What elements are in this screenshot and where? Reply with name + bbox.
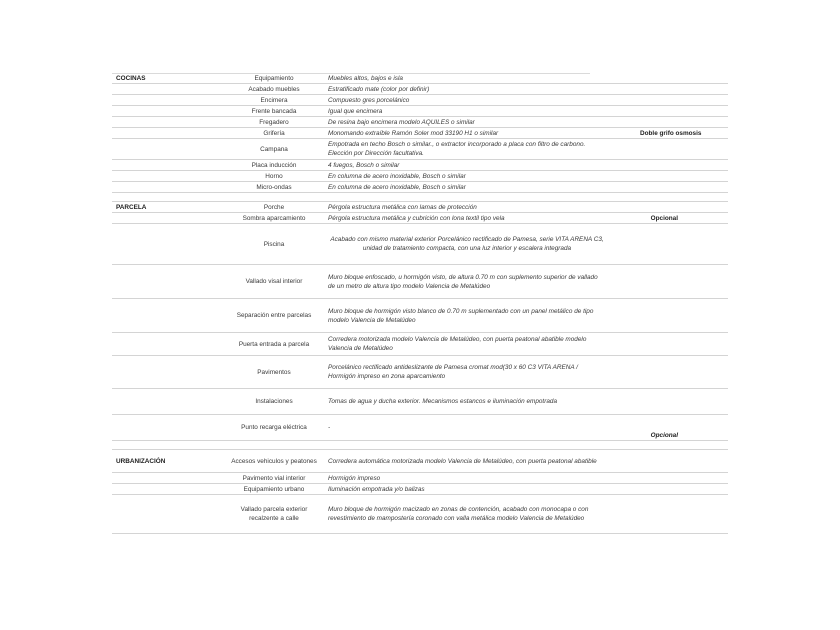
item-description: Empotrada en techo Bosch o similar., o extractor incorporado a placa con filtro de carbono. Elección por Dirección facultativa. bbox=[324, 139, 610, 160]
item-description: Pérgola estructura metálica y cubrición con lona textil tipo vela bbox=[324, 213, 610, 224]
item-label: Separación entre parcelas bbox=[224, 299, 324, 333]
table-row bbox=[112, 333, 728, 356]
item-note bbox=[610, 73, 728, 84]
table-row bbox=[112, 473, 728, 484]
item-description: Iluminación empotrada y/o balizas bbox=[324, 484, 610, 495]
item-description: Pérgola estructura metálica con lamas de protección bbox=[324, 202, 610, 213]
table-row bbox=[112, 450, 728, 473]
item-description: En columna de acero inoxidable, Bosch o similar bbox=[324, 182, 610, 193]
top-divider bbox=[112, 73, 590, 74]
item-note: Doble grifo osmosis bbox=[610, 128, 728, 139]
item-note: Opcional bbox=[610, 415, 728, 441]
table-row bbox=[112, 356, 728, 389]
item-label: Placa inducción bbox=[224, 160, 324, 171]
item-label: Porche bbox=[224, 202, 324, 213]
section-title-cocinas: COCINAS bbox=[112, 73, 224, 84]
item-description: Muro bloque enfoscado, u hormigón visto, de altura 0.70 m con suplemento superior de vallado de un metro de altura tipo modelo Valencia de Metalúdeo bbox=[324, 265, 610, 299]
item-label: Puerta entrada a parcela bbox=[224, 333, 324, 356]
item-description: En columna de acero inoxidable, Bosch o similar bbox=[324, 171, 610, 182]
item-label: Piscina bbox=[224, 224, 324, 265]
item-description: Corredera motorizada modelo Valencia de Metalúdeo, con puerta peatonal abatible modelo Valencia de Metalúdeo bbox=[324, 333, 610, 356]
item-note: Opcional bbox=[610, 213, 728, 224]
item-description: Igual que encimera bbox=[324, 106, 610, 117]
spec-sheet bbox=[112, 73, 728, 534]
table-row bbox=[112, 171, 728, 182]
table-row bbox=[112, 202, 728, 213]
table-row bbox=[112, 182, 728, 193]
item-label: Accesos vehiculos y peatones bbox=[224, 450, 324, 473]
table-row bbox=[112, 265, 728, 299]
item-label: Vallado visal interior bbox=[224, 265, 324, 299]
item-label: Punto recarga eléctrica bbox=[224, 415, 324, 441]
table-row bbox=[112, 84, 728, 95]
item-label: Horno bbox=[224, 171, 324, 182]
table-row bbox=[112, 160, 728, 171]
section-title-parcela: PARCELA bbox=[112, 202, 224, 213]
table-row bbox=[112, 213, 728, 224]
table-row bbox=[112, 139, 728, 160]
item-description: Corredera automática motorizada modelo Valencia de Metalúdeo, con puerta peatonal abatible bbox=[324, 450, 610, 473]
item-description: Hormigón impreso bbox=[324, 473, 610, 484]
table-row bbox=[112, 299, 728, 333]
item-label: Vallado parcela exterior recalzente a calle bbox=[224, 495, 324, 534]
section-title-urbanizacion: URBANIZACIÓN bbox=[112, 450, 224, 473]
item-label: Acabado muebles bbox=[224, 84, 324, 95]
item-label: Fregadero bbox=[224, 117, 324, 128]
item-description: Monomando extraíble Ramón Soler mod 33190 H1 o similar bbox=[324, 128, 610, 139]
item-label: Frente bancada bbox=[224, 106, 324, 117]
item-label: Campana bbox=[224, 139, 324, 160]
item-description: Tomas de agua y ducha exterior. Mecanismos estancos e iluminación empotrada bbox=[324, 389, 610, 415]
item-label: Sombra aparcamiento bbox=[224, 213, 324, 224]
item-description: Estratificado mate (color por definir) bbox=[324, 84, 610, 95]
specifications-table bbox=[112, 73, 728, 534]
item-label: Grifería bbox=[224, 128, 324, 139]
table-row bbox=[112, 495, 728, 534]
item-description: - bbox=[324, 415, 610, 441]
spacer-row bbox=[112, 441, 728, 450]
table-row bbox=[112, 484, 728, 495]
table-row bbox=[112, 95, 728, 106]
item-label: Pavimentos bbox=[224, 356, 324, 389]
table-row bbox=[112, 224, 728, 265]
item-label: Equipamiento bbox=[224, 73, 324, 84]
item-label: Micro-ondas bbox=[224, 182, 324, 193]
item-description: 4 fuegos, Bosch o similar bbox=[324, 160, 610, 171]
item-description: Muro bloque de hormigón visto blanco de 0.70 m suplementado con un panel metálico de tipo modelo Valencia de Metalúdeo bbox=[324, 299, 610, 333]
table-row bbox=[112, 117, 728, 128]
item-label: Equipamiento urbano bbox=[224, 484, 324, 495]
item-label: Pavimento vial interior bbox=[224, 473, 324, 484]
item-description: De resina bajo encimera modelo AQUILES o similar bbox=[324, 117, 610, 128]
table-row bbox=[112, 128, 728, 139]
table-row bbox=[112, 389, 728, 415]
item-description: Porcelánico rectificado antideslizante de Pamesa cromat mod(30 x 60 C3 VITA ARENA / Hormigón impreso en zona aparcamiento bbox=[324, 356, 610, 389]
spacer-row bbox=[112, 193, 728, 202]
table-row bbox=[112, 106, 728, 117]
item-description: Muebles altos, bajos e isla bbox=[324, 73, 610, 84]
table-row bbox=[112, 415, 728, 441]
table-row bbox=[112, 73, 728, 84]
item-description: Compuesto gres porcelánico bbox=[324, 95, 610, 106]
item-description: Acabado con mismo material exterior Porcelánico rectificado de Pamesa, serie VITA ARENA C3, unidad de tratamiento compacta, con una luz interior y escalera integrada bbox=[324, 224, 610, 265]
item-description: Muro bloque de hormigón macizado en zonas de contención, acabado con monocapa o con revestimiento de mampostería coronado con valla metálica modelo Valencia de Metalúdeo bbox=[324, 495, 610, 534]
item-label: Instalaciones bbox=[224, 389, 324, 415]
item-label: Encimera bbox=[224, 95, 324, 106]
